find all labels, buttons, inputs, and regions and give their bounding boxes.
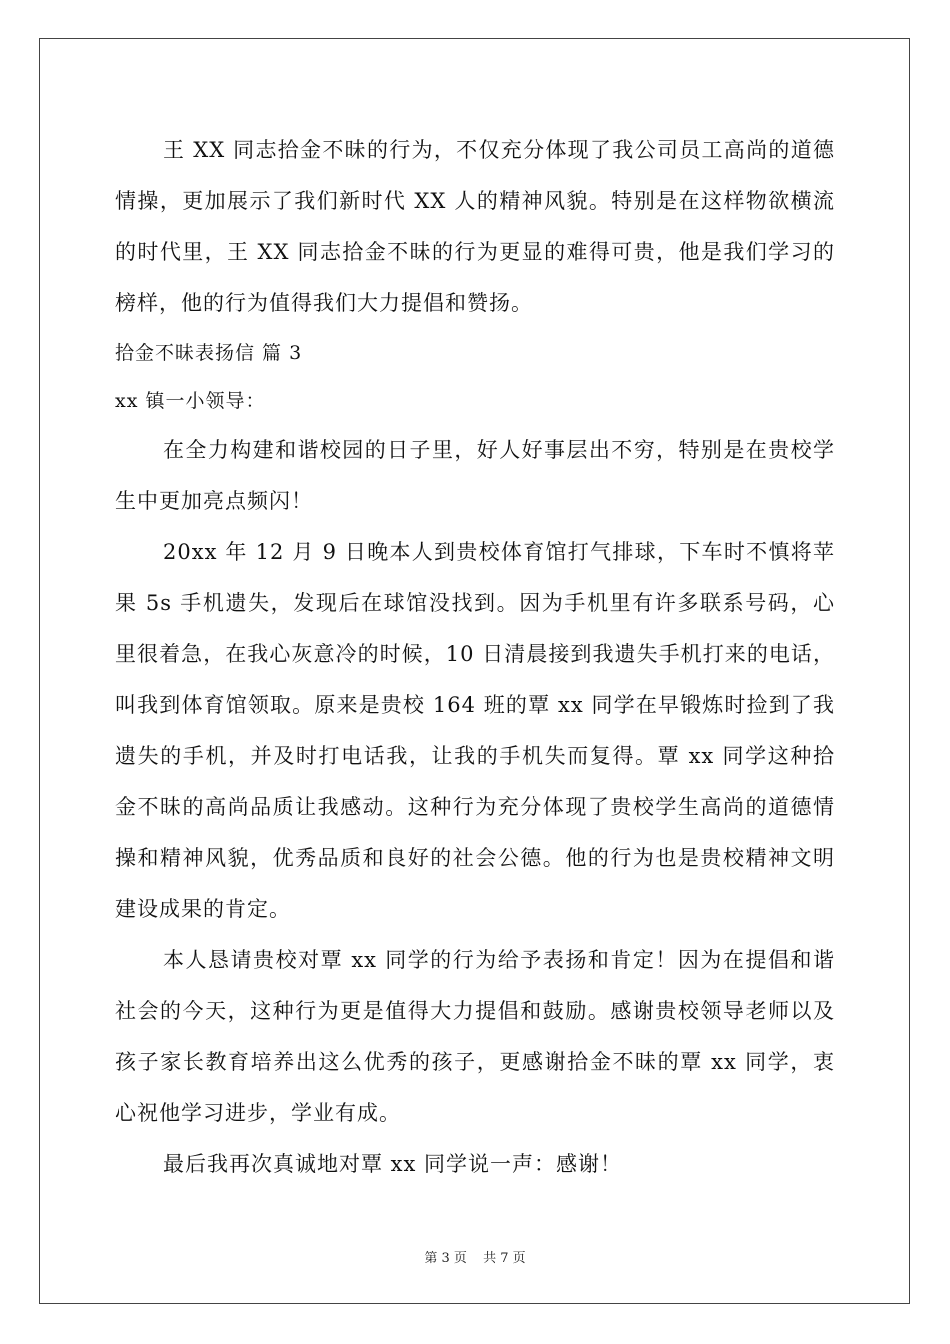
letter-salutation: xx 镇一小领导： (115, 390, 266, 412)
page-footer (0, 1247, 950, 1266)
letter-title: 拾金不昧表扬信 篇 3 (115, 342, 303, 364)
page-number: 第 3 页 (424, 1251, 467, 1266)
document-body (115, 125, 835, 1190)
paragraph-closing: 最后我再次真诚地对覃 xx 同学说一声：感谢！ (163, 1152, 623, 1176)
paragraph-intro: 在全力构建和谐校园的日子里，好人好事层出不穷，特别是在贵校学生中更加亮点频闪！ (115, 438, 835, 513)
paragraph-request: 本人恳请贵校对覃 xx 同学的行为给予表扬和肯定！因为在提倡和谐社会的今天，这种行为更是值得大力提倡和鼓励。感谢贵校领导老师以及孩子家长教育培养出这么优秀的孩子，更感谢拾金不昧的覃 xx 同学，衷心祝他学习进步，学业有成。 (115, 948, 835, 1125)
page-total: 共 7 页 (483, 1251, 526, 1266)
paragraph-praise-wang: 王 XX 同志拾金不昧的行为，不仅充分体现了我公司员工高尚的道德情操，更加展示了我们新时代 XX 人的精神风貌。特别是在这样物欲横流的时代里，王 XX 同志拾金不昧的行为更显的难得可贵，他是我们学习的榜样，他的行为值得我们大力提倡和赞扬。 (115, 138, 835, 315)
paragraph-incident: 20xx 年 12 月 9 日晚本人到贵校体育馆打气排球，下车时不慎将苹果 5s 手机遗失，发现后在球馆没找到。因为手机里有许多联系号码，心里很着急，在我心灰意冷的时候，10 日清晨接到我遗失手机打来的电话，叫我到体育馆领取。原来是贵校 164 班的覃 xx 同学在早锻炼时捡到了我遗失的手机，并及时打电话我，让我的手机失而复得。覃 xx 同学这种拾金不昧的高尚品质让我感动。这种行为充分体现了贵校学生高尚的道德情操和精神风貌，优秀品质和良好的社会公德。他的行为也是贵校精神文明建设成果的肯定。 (115, 540, 835, 921)
